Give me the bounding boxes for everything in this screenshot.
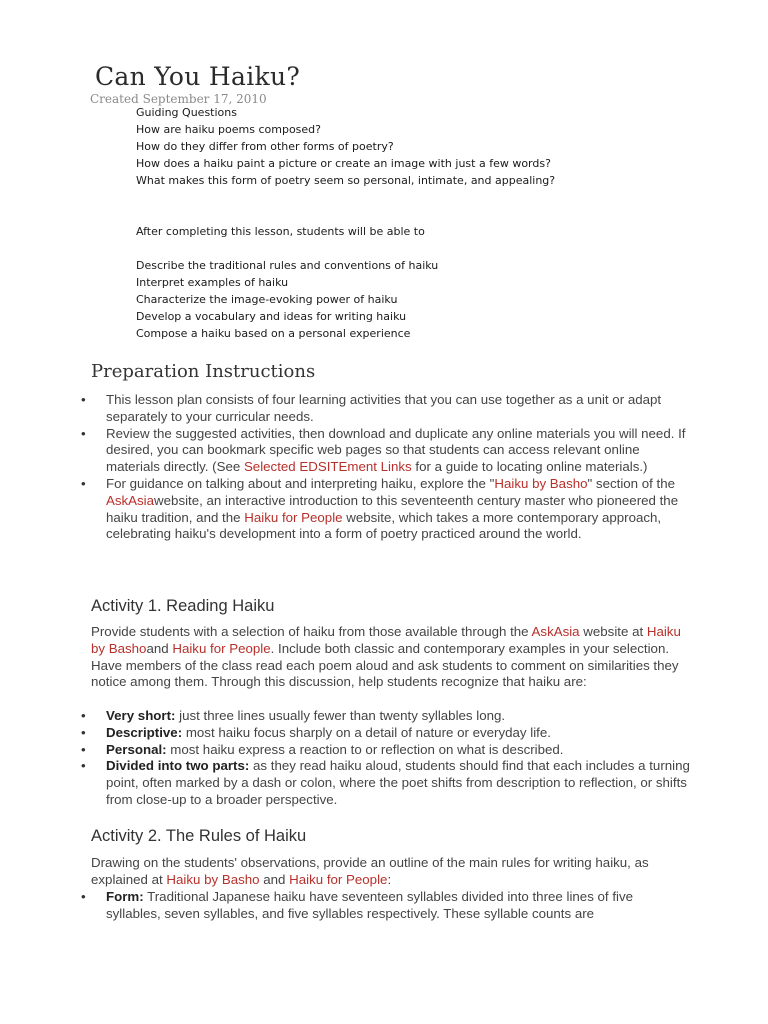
activity-1-heading: Activity 1. Reading Haiku: [91, 597, 275, 615]
list-item: • Form: Traditional Japanese haiku have seventeen syllables divided into three lines of five syllables, seven syllables, and five syllables respectively. These syllable counts are: [91, 889, 691, 923]
askasia-link[interactable]: AskAsia: [106, 492, 155, 508]
objectives-intro: After completing this lesson, students will be able to: [136, 225, 425, 238]
haiku-by-basho-link[interactable]: Haiku by Basho: [166, 871, 260, 887]
guiding-questions-heading: Guiding Questions: [136, 106, 237, 119]
list-item: • Divided into two parts: as they read haiku aloud, students should find that each includes a turning point, often marked by a dash or colon, where the poet shifts from description to reflection, or shifts from close-up to a broader perspective.: [91, 758, 691, 808]
list-item: • Review the suggested activities, then download and duplicate any online materials you will need. If desired, you can bookmark specific web pages so that students can access relevant online materials directly. (See Selected EDSITEment Links for a guide to locating online materials.): [91, 426, 691, 476]
guiding-question: How do they differ from other forms of poetry?: [136, 140, 394, 153]
preparation-list: [91, 392, 691, 543]
activity-2-heading: Activity 2. The Rules of Haiku: [91, 827, 307, 845]
objective: Develop a vocabulary and ideas for writing haiku: [136, 310, 407, 323]
activity-2-paragraph: Drawing on the students' observations, provide an outline of the main rules for writing haiku, as explained at Haiku by Basho and Haiku for People:: [91, 855, 649, 887]
list-item: • This lesson plan consists of four learning activities that you can use together as a unit or adapt separately to your curricular needs.: [91, 392, 691, 426]
preparation-heading: Preparation Instructions: [91, 361, 316, 382]
objective: Describe the traditional rules and conventions of haiku: [136, 259, 439, 272]
list-item: • Personal: most haiku express a reaction to or reflection on what is described.: [91, 742, 691, 759]
page-title: Can You Haiku?: [95, 62, 301, 91]
haiku-for-people-link[interactable]: Haiku for People: [244, 509, 343, 525]
haiku-traits-list: [91, 708, 691, 809]
created-date: Created September 17, 2010: [90, 92, 267, 106]
haiku-rules-list: [91, 889, 691, 923]
guiding-question: How are haiku poems composed?: [136, 123, 321, 136]
haiku-by-basho-link[interactable]: Haiku by Basho: [494, 475, 588, 491]
haiku-for-people-link[interactable]: Haiku for People: [289, 871, 388, 887]
edsitement-links-link[interactable]: Selected EDSITEment Links: [243, 459, 412, 475]
objective: Characterize the image-evoking power of haiku: [136, 293, 398, 306]
list-item: • Very short: just three lines usually fewer than twenty syllables long.: [91, 708, 691, 725]
haiku-by-basho-link[interactable]: Haiku by Basho: [91, 624, 681, 656]
list-item: • Descriptive: most haiku focus sharply on a detail of nature or everyday life.: [91, 725, 691, 742]
objective: Interpret examples of haiku: [136, 276, 289, 289]
guiding-question: What makes this form of poetry seem so personal, intimate, and appealing?: [136, 174, 556, 187]
activity-1-paragraph: Provide students with a selection of haiku from those available through the AskAsia website at Haiku by Bashoand Haiku for People. Include both classic and contemporary examples in your selection. Have members of the class read each poem aloud and ask students to comment on similarities they notice among them. Through this discussion, help students recognize that haiku are:: [91, 624, 681, 690]
objective: Compose a haiku based on a personal experience: [136, 327, 411, 340]
askasia-link[interactable]: AskAsia: [531, 624, 580, 639]
haiku-for-people-link[interactable]: Haiku for People: [172, 640, 271, 656]
list-item: • For guidance on talking about and interpreting haiku, explore the "Haiku by Basho" section of the AskAsiawebsite, an interactive introduction to this seventeenth century master who pioneered the haiku tradition, and the Haiku for People website, which takes a more contemporary approach, celebrating haiku's development into a form of poetry practiced around the world.: [91, 476, 691, 543]
guiding-question: How does a haiku paint a picture or create an image with just a few words?: [136, 157, 551, 170]
